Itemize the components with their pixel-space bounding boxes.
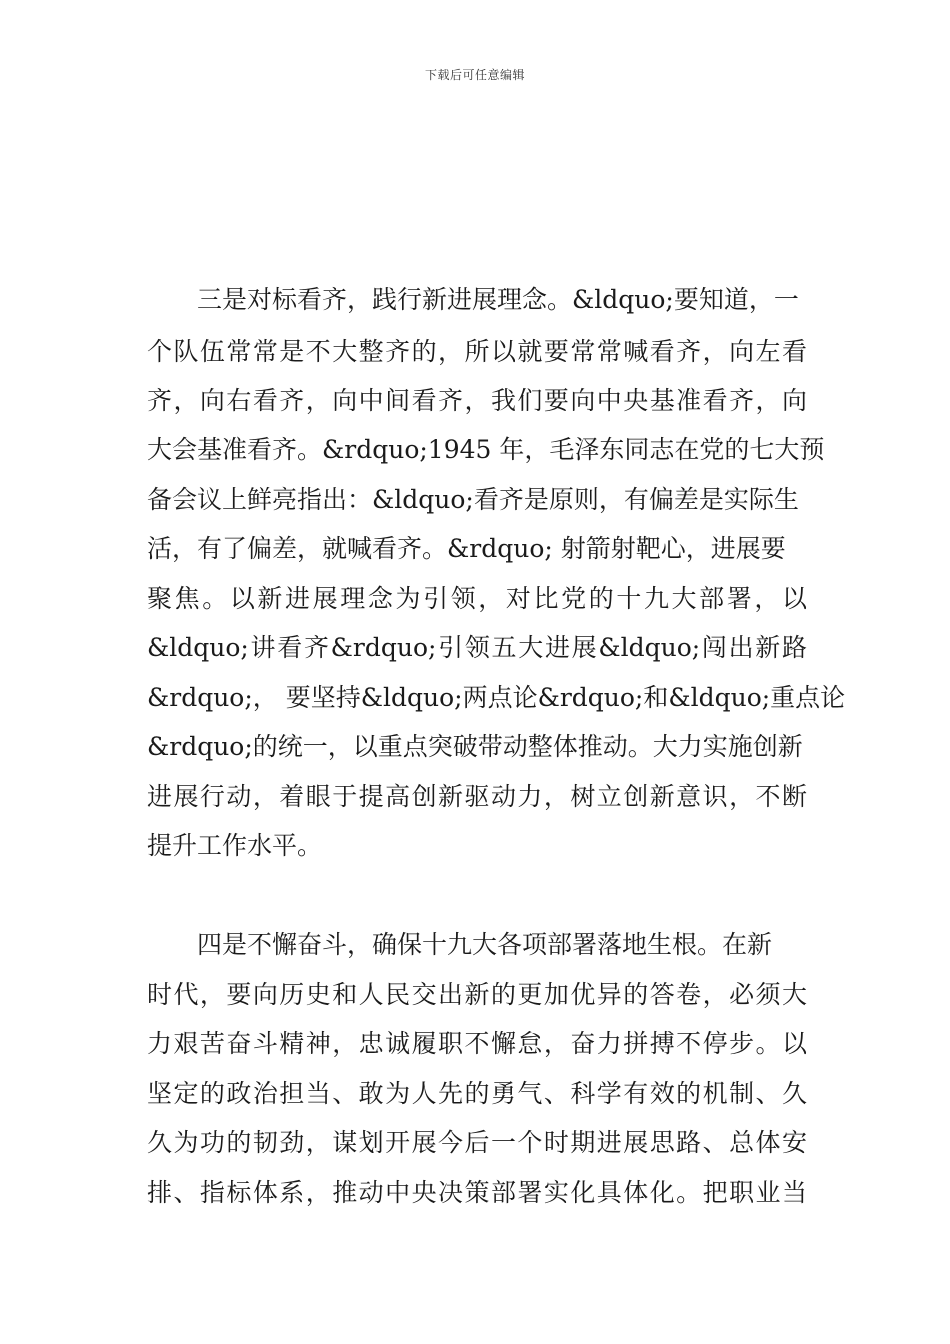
paragraph-line: 三是对标看齐，践行新进展理念。&ldquo;要知道，一 xyxy=(197,285,799,314)
paragraph-line: &ldquo;讲看齐&rdquo;引领五大进展&ldquo;闯出新路 xyxy=(147,633,807,662)
paragraph-line: 排、指标体系，推动中央决策部署实化具体化。把职业当 xyxy=(147,1178,807,1207)
page-header-note: 下载后可任意编辑 xyxy=(424,68,525,82)
paragraph-line: 坚定的政治担当、敢为人先的勇气、科学有效的机制、久 xyxy=(147,1079,807,1108)
paragraph-line: 聚焦。以新进展理念为引领，对比党的十九大部署，以 xyxy=(147,584,807,613)
paragraph-line: 提升工作水平。 xyxy=(147,831,323,860)
paragraph-line: 时代，要向历史和人民交出新的更加优异的答卷，必须大 xyxy=(147,980,807,1009)
paragraph-line: 进展行动，着眼于提高创新驱动力，树立创新意识，不断 xyxy=(147,782,807,811)
paragraph-line: 久为功的韧劲，谋划开展今后一个时期进展思路、总体安 xyxy=(147,1128,807,1157)
paragraph-line: 备会议上鲜亮指出：&ldquo;看齐是原则，有偏差是实际生 xyxy=(147,485,799,514)
paragraph-line: 齐，向右看齐，向中间看齐，我们要向中央基准看齐，向 xyxy=(147,386,807,415)
paragraph-line: 活，有了偏差，就喊看齐。&rdquo; 射箭射靶心，进展要 xyxy=(147,534,786,563)
paragraph-line: &rdquo;的统一，以重点突破带动整体推动。大力实施创新 xyxy=(147,732,803,761)
paragraph-line: 四是不懈奋斗，确保十九大各项部署落地生根。在新 xyxy=(197,930,773,959)
paragraph-line: 力艰苦奋斗精神，忠诚履职不懈怠，奋力拼搏不停步。以 xyxy=(147,1029,807,1058)
paragraph-line: &rdquo;， 要坚持&ldquo;两点论&rdquo;和&ldquo;重点论 xyxy=(147,683,846,712)
paragraph-line: 个队伍常常是不大整齐的，所以就要常常喊看齐，向左看 xyxy=(147,337,807,366)
paragraph-line: 大会基准看齐。&rdquo;1945 年，毛泽东同志在党的七大预 xyxy=(147,435,825,464)
